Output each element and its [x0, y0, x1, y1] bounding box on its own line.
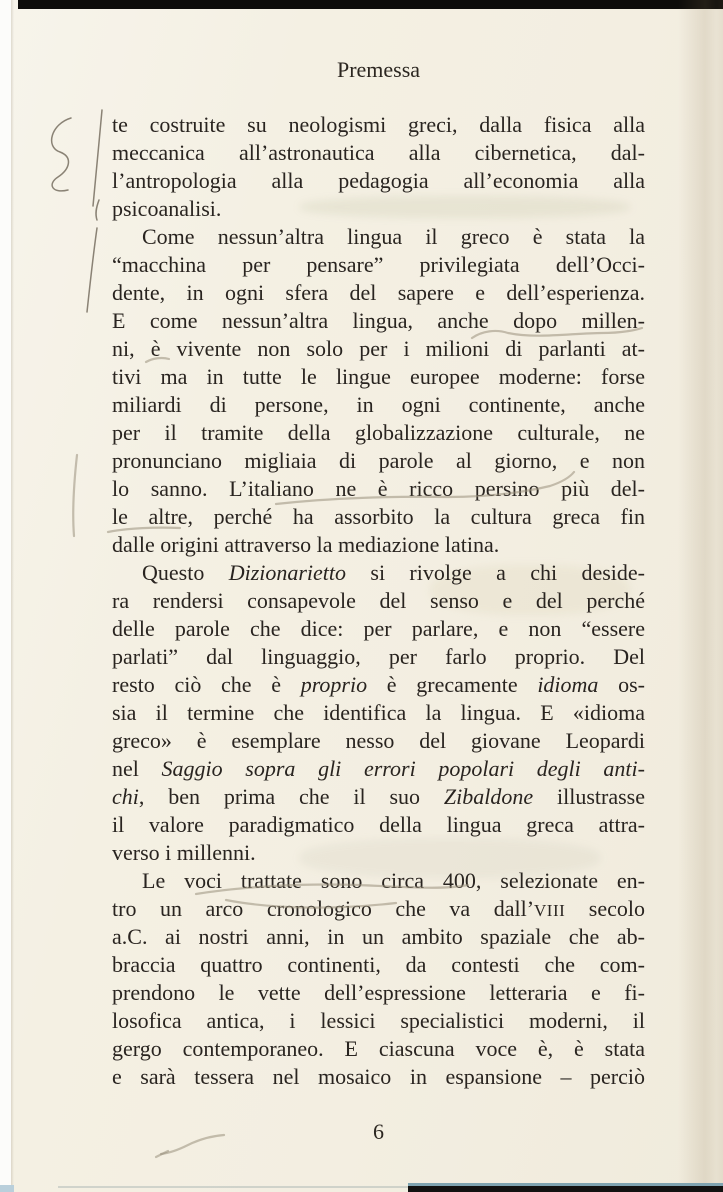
scan-bottom-line: [58, 1186, 410, 1188]
text-segment: “macchina per pensare” privilegiata dell’Occi-: [112, 252, 645, 277]
text-segment: l’antropologia alla pedagogia all’economia alla: [112, 168, 645, 193]
text-line: [112, 167, 645, 195]
text-segment: verso i millenni.: [112, 840, 256, 865]
text-line: [112, 279, 645, 307]
text-line: [112, 895, 645, 923]
page-crease-shadow: [11, 0, 14, 1192]
margin-line-1: [93, 110, 102, 206]
text-segment: illustrasse: [533, 784, 645, 809]
text-segment: tivi ma in tutte le lingue europee moderne: forse: [112, 364, 645, 389]
page-number: 6: [373, 1119, 384, 1144]
text-segment: secolo: [565, 896, 645, 921]
scan-bottom-blue-line: [408, 1183, 723, 1186]
text-segment: gergo contemporaneo. E ciascuna voce è, è stata: [112, 1036, 645, 1061]
text-segment: Questo: [142, 560, 229, 585]
text-segment: Le voci trattate sono circa 400, selezionate en-: [142, 868, 645, 893]
text-line: [112, 699, 645, 727]
text-segment: e sarà tessera nel mosaico in espansione – perciò: [112, 1064, 645, 1089]
text-segment: il valore paradigmatico della lingua greca attra-: [112, 812, 645, 837]
text-line: [112, 419, 645, 447]
scan-bottom-edge: [408, 1185, 723, 1192]
text-line: [112, 839, 645, 867]
italic-text: chi: [112, 784, 139, 809]
page-edge-shadow: [678, 0, 723, 1192]
text-line: [112, 1007, 645, 1035]
margin-line-2: [87, 228, 97, 312]
text-line: [112, 979, 645, 1007]
text-line: [112, 391, 645, 419]
text-segment: nel: [112, 756, 162, 781]
text-segment: losofica antica, i lessici specialistici moderni, il: [112, 1008, 645, 1033]
text-line: [112, 951, 645, 979]
text-segment: parlati” dal linguaggio, per farlo proprio. Del: [112, 644, 645, 669]
text-segment: prendono le vette dell’espressione letteraria e fi-: [112, 980, 645, 1005]
text-line: [112, 643, 645, 671]
text-line: [112, 139, 645, 167]
text-line: [112, 671, 645, 699]
italic-text: proprio: [300, 672, 368, 697]
text-segment: braccia quattro continenti, da contesti che com-: [112, 952, 645, 977]
text-segment: sia il termine che identifica la lingua. E «idioma: [112, 700, 645, 725]
text-segment: pronunciano migliaia di parole al giorno, e non: [112, 448, 645, 473]
text-line: [112, 195, 645, 223]
text-segment: E come nessun’altra lingua, anche dopo millen-: [112, 308, 645, 333]
scan-left-margin: [0, 0, 11, 1192]
text-block: [112, 111, 645, 1091]
text-line: [112, 531, 645, 559]
paragraph: [112, 223, 645, 559]
text-line: [112, 587, 645, 615]
margin-line-3: [73, 455, 77, 536]
text-segment: tro un arco cronologico che va dall’: [112, 896, 535, 921]
text-segment: delle parole che dice: per parlare, e non “essere: [112, 616, 645, 641]
text-segment: psicoanalisi.: [112, 196, 222, 221]
italic-text: Saggio sopra gli errori popolari degli anti-: [161, 756, 645, 781]
text-line: [112, 503, 645, 531]
text-line: [112, 1035, 645, 1063]
text-segment: , ben prima che il suo: [138, 784, 444, 809]
scan-corner-artifact: [0, 1185, 14, 1192]
text-line: [112, 307, 645, 335]
text-line: [112, 727, 645, 755]
paragraph: [112, 867, 645, 1091]
text-line: [112, 923, 645, 951]
paragraph: [112, 111, 645, 223]
text-line: [112, 615, 645, 643]
text-segment: le altre, perché ha assorbito la cultura greca fin: [112, 504, 645, 529]
text-line: [112, 223, 645, 251]
scan-top-edge: [18, 0, 723, 9]
text-segment: a.C. ai nostri anni, in un ambito spaziale che ab-: [112, 924, 645, 949]
text-line: [112, 559, 645, 587]
text-segment: dente, in ogni sfera del sapere e dell’esperienza.: [112, 280, 645, 305]
text-line: [112, 783, 645, 811]
text-segment: si rivolge a chi deside-: [346, 560, 645, 585]
italic-text: idioma: [537, 672, 599, 697]
text-segment: resto ciò che è: [112, 672, 301, 697]
text-segment: greco» è esemplare nesso del giovane Leopardi: [112, 728, 645, 753]
text-segment: te costruite su neologismi greci, dalla fisica alla: [112, 112, 645, 137]
paragraph: [112, 559, 645, 867]
text-segment: Come nessun’altra lingua il greco è stata la: [142, 224, 645, 249]
margin-comma: [96, 200, 99, 220]
text-segment: miliardi di persone, in ogni continente, anche: [112, 392, 645, 417]
page-header: Premessa: [336, 57, 421, 82]
text-line: [112, 475, 645, 503]
text-segment: lo sanno. L’italiano ne è ricco persino più del-: [112, 476, 645, 501]
text-segment: ni, è vivente non solo per i milioni di parlanti at-: [112, 336, 645, 361]
text-line: [112, 1063, 645, 1091]
italic-text: Zibaldone: [443, 784, 534, 809]
text-line: [112, 755, 645, 783]
text-segment: dalle origini attraverso la mediazione latina.: [112, 532, 500, 557]
text-segment: ra rendersi consapevole del senso e del perché: [112, 588, 645, 613]
italic-text: Dizionarietto: [228, 560, 347, 585]
text-segment: meccanica all’astronautica alla cibernetica, dal-: [112, 140, 645, 165]
text-line: [112, 811, 645, 839]
text-segment: VIII: [534, 901, 566, 920]
text-line: [112, 111, 645, 139]
margin-squiggle: [52, 118, 71, 191]
text-line: [112, 335, 645, 363]
margin-check-flick: [156, 1151, 168, 1157]
text-line: [112, 251, 645, 279]
text-line: [112, 447, 645, 475]
text-segment: os-: [598, 672, 645, 697]
text-line: [112, 363, 645, 391]
text-segment: per il tramite della globalizzazione culturale, ne: [112, 420, 645, 445]
text-line: [112, 867, 645, 895]
text-segment: è grecamente: [367, 672, 538, 697]
